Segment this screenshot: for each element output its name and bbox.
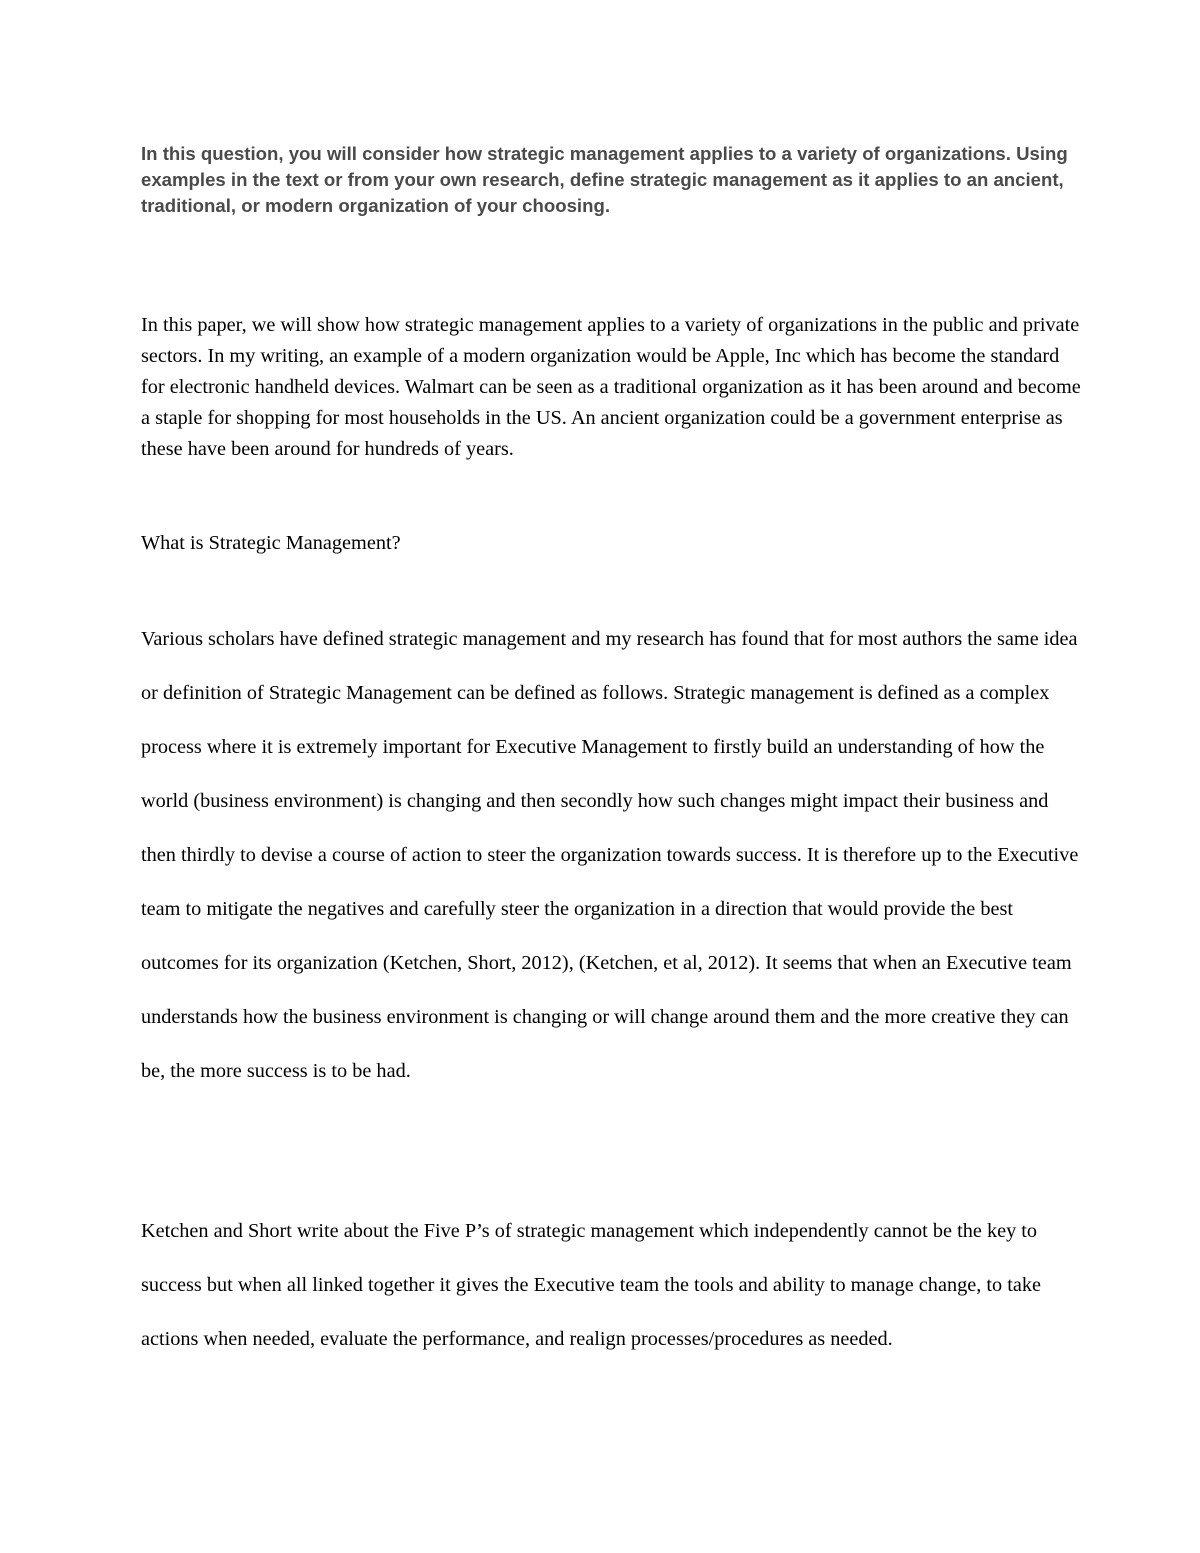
five-ps-paragraph: Ketchen and Short write about the Five P’s of strategic management which independently cannot be the key to success but when all linked together it gives the Executive team the tools and ability to manage change, to take actions when needed, evaluate the performance, and realign processes/procedures as needed. (141, 1220, 1041, 1350)
scholars-paragraph: Various scholars have defined strategic management and my research has found that for most authors the same idea or definition of Strategic Management can be defined as follows. Strategic management is defined as a complex process where it is extremely important for Executive Management to firstly build an understanding of how the world (business environment) is changing and then secondly how such changes might impact their business and then thirdly to devise a course of action to steer the organization towards success. It is therefore up to the Executive team to mitigate the negatives and carefully steer the organization in a direction that would provide the best outcomes for its organization (Ketchen, Short, 2012), (Ketchen, et al, 2012). It seems that when an Executive team understands how the business environment is changing or will change around them and the more creative they can be, the more success is to be had. (141, 628, 1079, 1082)
assignment-question: In this question, you will consider how strategic management applies to a variety of organizations. Using examples in the text or from your own research, define strategic management as it applies to an ancient, traditional, or modern organization of your choosing. (141, 143, 1068, 216)
intro-paragraph: In this paper, we will show how strategic management applies to a variety of organizations in the public and private sectors. In my writing, an example of a modern organization would be Apple, Inc which has become the standard for electronic handheld devices. Walmart can be seen as a traditional organization as it has been around and become a staple for shopping for most households in the US. An ancient organization could be a government enterprise as these have been around for hundreds of years. (141, 314, 1081, 460)
section-heading: What is Strategic Management? (141, 532, 401, 554)
